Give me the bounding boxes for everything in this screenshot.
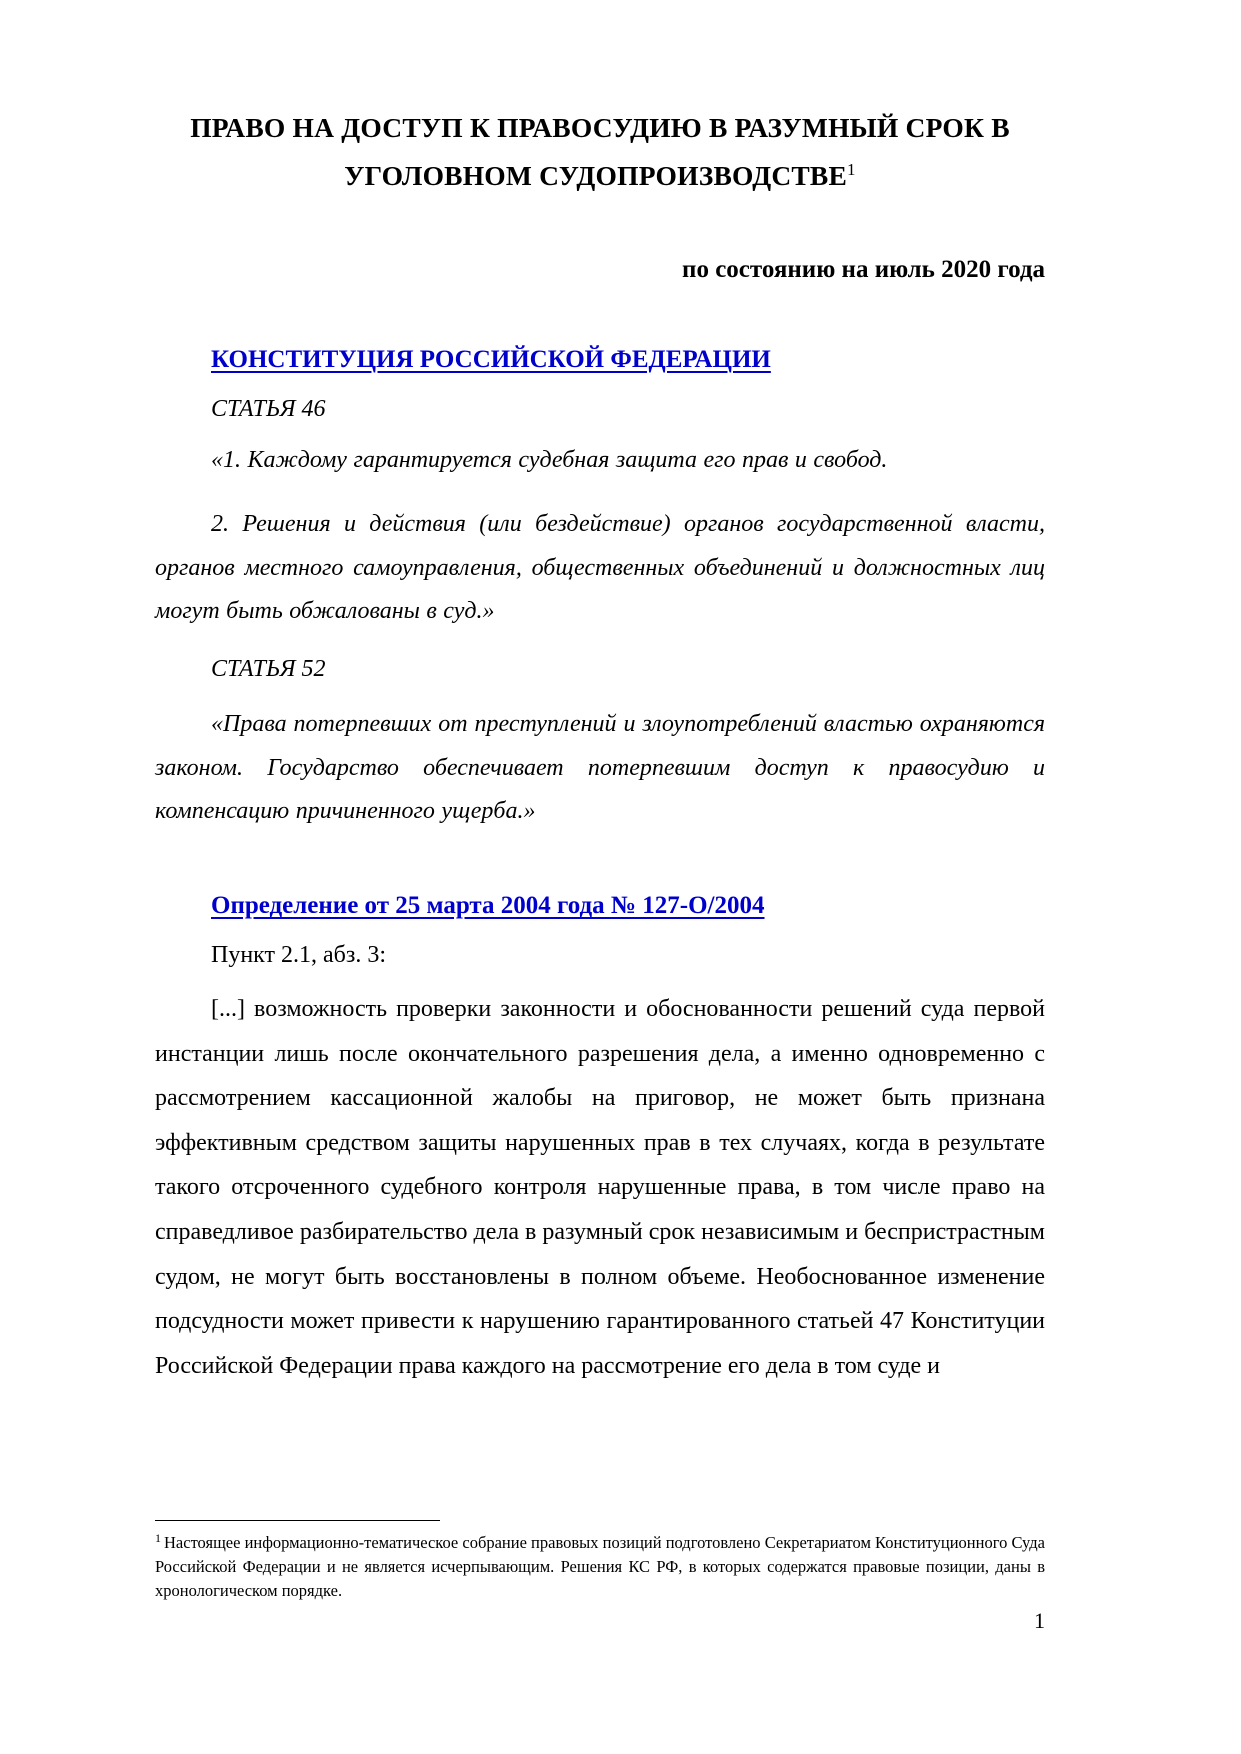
article-label-52: СТАТЬЯ 52	[211, 655, 326, 682]
page-title	[155, 0, 1045, 200]
article-label-46: СТАТЬЯ 46	[211, 396, 326, 423]
footnote-text	[155, 1531, 1045, 1603]
page-number: 1	[1034, 1608, 1045, 1633]
determination-body-paragraph: [...] возможность проверки законности и обоснованности решений суда первой инстанции лишь после окончательного разрешения дела, а именно одновременно с рассмотрением кассационной жалобы на приговор, не может быть признана эффективным средством защиты нарушенных прав в тех случаях, когда в результате такого отсроченного судебного контроля нарушенные права, в том числе право на справедливое разбирательство дела в разумный срок независимым и беспристрастным судом, не могут быть восстановлены в полном объеме. Необоснованное изменение подсудности может привести к нарушению гарантированного статьей 47 Конституции Российской Федерации права каждого на рассмотрение его дела в том суде и	[155, 995, 1045, 1379]
page-title-line-2-text: УГОЛОВНОМ СУДОПРОИЗВОДСТВЕ	[344, 160, 848, 192]
page-content	[155, 0, 1045, 1389]
footnote-separator	[155, 1520, 440, 1521]
point-label: Пункт 2.1, абз. 3:	[211, 941, 387, 968]
footnote-body: Настоящее информационно-тематическое собрание правовых позиций подготовлено Секретариатом Конституционного Суда Российской Федерации и не является исчерпывающим. Решения КС РФ, в которых содержатся правовые позиции, даны в хронологическом порядке.	[155, 1533, 1045, 1600]
section-heading-determination[interactable]: Определение от 25 марта 2004 года № 127-О/2004	[211, 891, 765, 919]
section-heading-constitution[interactable]: КОНСТИТУЦИЯ РОССИЙСКОЙ ФЕДЕРАЦИИ	[211, 346, 771, 374]
article-46-paragraph-2: 2. Решения и действия (или бездействие) органов государственной власти, органов местного самоуправления, общественных объединений и должностных лиц могут быть обжалованы в суд.»	[155, 510, 1045, 625]
footnote-zone	[155, 1520, 1045, 1603]
title-footnote-marker: 1	[847, 159, 856, 179]
footnote-number: 1	[155, 1530, 161, 1545]
article-46-paragraph-1: «1. Каждому гарантируется судебная защита его прав и свобод.	[211, 447, 888, 474]
page-title-line-1: ПРАВО НА ДОСТУП К ПРАВОСУДИЮ В РАЗУМНЫЙ СРОК В	[190, 112, 1010, 143]
page-title-line-2	[155, 152, 1045, 200]
article-52-paragraph-1: «Права потерпевших от преступлений и злоупотреблений властью охраняются законом. Государство обеспечивает потерпевшим доступ к правосудию и компенсацию причиненного ущерба.»	[155, 710, 1045, 825]
document-subtitle: по состоянию на июль 2020 года	[682, 256, 1045, 284]
